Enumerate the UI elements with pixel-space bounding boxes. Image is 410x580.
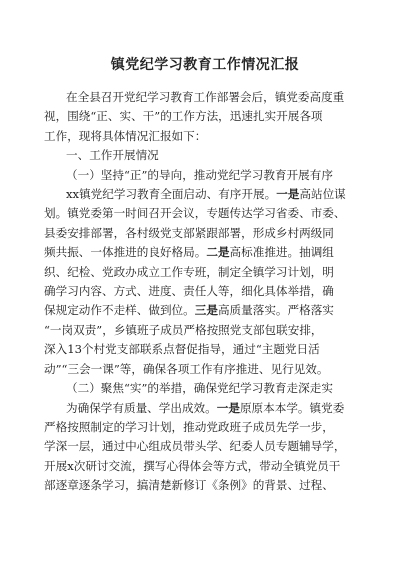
body-text: 保规定动作不走样、做到位。 bbox=[44, 303, 195, 318]
body-line bbox=[44, 321, 366, 340]
body-text: 织、纪检、党政办成立工作专班，制定全镇学习计划，明 bbox=[44, 264, 334, 279]
body-line bbox=[44, 185, 366, 204]
body-text: 频共振、一体推进的良好格局。 bbox=[44, 245, 207, 260]
body-text: 高标准推进。抽调组 bbox=[229, 245, 334, 260]
document-body bbox=[44, 88, 366, 496]
body-text: “一岗双责”，乡镇班子成员严格按照党支部包联安排， bbox=[44, 322, 323, 337]
emphasis-text: 三是 bbox=[194, 303, 218, 318]
body-text: 视，围绕“正、实、干”的工作方法，迅速扎实开展各项 bbox=[44, 109, 323, 124]
body-text: （二）聚焦“实”的举措，确保党纪学习教育走深走实 bbox=[66, 381, 333, 396]
body-text: 动”“三会一课”等，确保各项工作有序推进、见行见效。 bbox=[44, 361, 329, 376]
body-text: 为确保学有质量、学出成效。 bbox=[66, 400, 217, 415]
body-text: 划。镇党委第一时间召开会议，专题传达学习省委、市委、 bbox=[44, 206, 346, 221]
body-line bbox=[44, 127, 366, 146]
body-line bbox=[44, 263, 366, 282]
emphasis-text: 一是 bbox=[276, 187, 300, 202]
document-title: 镇党纪学习教育工作情况汇报 bbox=[110, 57, 300, 73]
body-text: 开展x次研讨交流，撰写心得体会等方式，带动全镇党员干 bbox=[44, 458, 341, 473]
body-text: 工作，现将具体情况汇报如下： bbox=[44, 128, 207, 143]
body-text: 部逐章逐条学习，搞清楚新修订《条例》的背景、过程、 bbox=[44, 478, 334, 493]
emphasis-text: 一是 bbox=[216, 400, 240, 415]
body-text: （一）坚持“正”的导向，推动党纪学习教育开展有序 bbox=[66, 167, 333, 182]
body-text: 高质量落实。严格落实 bbox=[217, 303, 334, 318]
body-line bbox=[44, 224, 366, 243]
body-line bbox=[44, 204, 366, 223]
body-line bbox=[44, 457, 366, 476]
body-line bbox=[44, 360, 366, 379]
body-line bbox=[44, 399, 366, 418]
body-line bbox=[44, 166, 366, 185]
body-line bbox=[44, 379, 366, 398]
body-line bbox=[44, 301, 366, 320]
body-line bbox=[44, 418, 366, 437]
body-text: 深入13个村党支部联系点督促指导，通过“主题党日活 bbox=[44, 342, 320, 357]
body-line bbox=[44, 476, 366, 495]
body-line bbox=[44, 146, 366, 165]
body-text: 在全县召开党纪学习教育工作部署会后，镇党委高度重 bbox=[66, 90, 345, 104]
body-line bbox=[44, 437, 366, 456]
body-text: xx镇党纪学习教育全面启动、有序开展。 bbox=[66, 187, 277, 202]
body-text: 严格按照制定的学习计划，推动党政班子成员先学一步， bbox=[44, 419, 334, 434]
body-line bbox=[44, 107, 366, 126]
body-text: 一、工作开展情况 bbox=[66, 148, 159, 163]
body-text: 学深一层，通过中心组成员带头学、纪委人员专题辅导学， bbox=[44, 439, 346, 454]
body-text: 县委安排部署，各村级党支部紧跟部署，形成乡村两级同 bbox=[44, 225, 334, 240]
body-text: 确学习内容、方式、进度、责任人等，细化具体举措，确 bbox=[44, 284, 334, 299]
body-text: 高站位谋 bbox=[299, 187, 346, 202]
body-line bbox=[44, 282, 366, 301]
body-line bbox=[44, 340, 366, 359]
body-line bbox=[44, 243, 366, 262]
emphasis-text: 二是 bbox=[206, 245, 230, 260]
body-text: 原原本本学。镇党委 bbox=[239, 400, 345, 415]
body-line bbox=[44, 88, 366, 107]
